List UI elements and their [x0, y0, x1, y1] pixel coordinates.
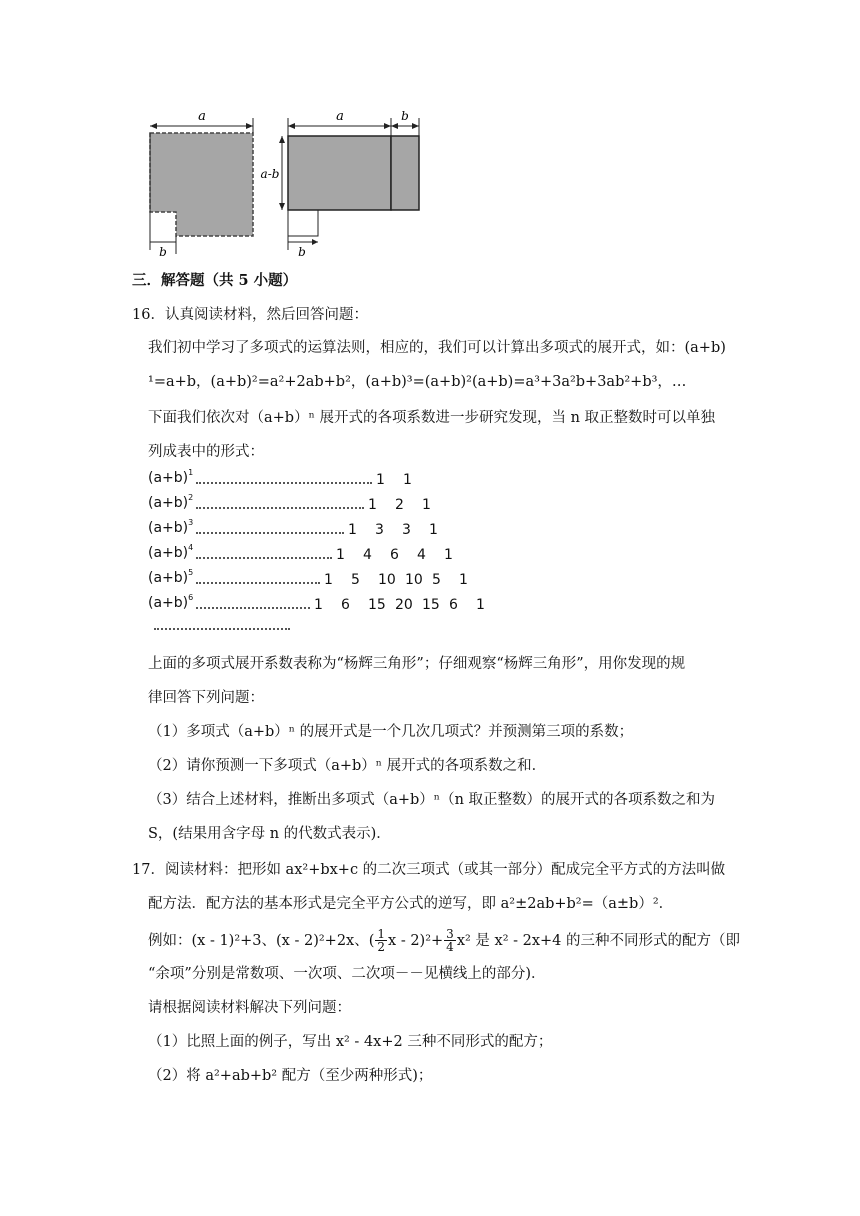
coefficient: 6 — [390, 547, 399, 563]
q17-sub1: （1）比照上面的例子，写出 x² - 4x+2 三种不同形式的配方； — [148, 1034, 553, 1050]
fraction-one-half — [375, 928, 387, 953]
fraction-numerator: 1 — [377, 927, 386, 941]
q16-p6: 律回答下列问题： — [148, 690, 264, 706]
triangle-row — [144, 495, 524, 515]
coefficient: 4 — [417, 547, 426, 563]
triangle-row-label — [148, 520, 193, 536]
dotted-leader — [196, 557, 332, 559]
trailing-dotted-line — [154, 628, 290, 630]
area-diagram — [140, 100, 440, 260]
dotted-leader — [196, 532, 344, 534]
q17-p3-part2: x - 2)²+ — [388, 932, 444, 949]
coefficient: 1 — [324, 572, 333, 588]
q17-sub2: （2）将 a²+ab+b² 配方（至少两种形式)； — [148, 1068, 433, 1084]
row-label-base: (a+b) — [148, 545, 189, 561]
coefficient: 3 — [402, 522, 411, 538]
triangle-row — [144, 570, 524, 590]
fraction-denominator: 4 — [446, 940, 454, 954]
coefficient: 1 — [376, 472, 385, 488]
q16-p1: 我们初中学习了多项式的运算法则，相应的，我们可以计算出多项式的展开式，如：(a+b) — [148, 340, 726, 356]
coefficient: 15 — [368, 597, 386, 613]
coefficient: 1 — [403, 472, 412, 488]
q16-p3: 下面我们依次对（a+b）ⁿ 展开式的各项系数进一步研究发现，当 n 取正整数时可以单独 — [148, 410, 716, 426]
coefficient: 3 — [375, 522, 384, 538]
triangle-row-label — [148, 470, 193, 486]
fraction-numerator: 3 — [446, 927, 454, 941]
row-label-base: (a+b) — [148, 520, 189, 536]
yanghui-triangle — [144, 470, 524, 640]
coefficient: 1 — [368, 497, 377, 513]
triangle-row — [144, 545, 524, 565]
left-figure — [150, 118, 253, 254]
triangle-row — [144, 520, 524, 540]
row-label-base: (a+b) — [148, 495, 189, 511]
row-label-exponent: 2 — [188, 493, 194, 502]
q17-p2: 配方法．配方法的基本形式是完全平方公式的逆写，即 a²±2ab+b²=（a±b）²． — [148, 896, 674, 912]
coefficient: 6 — [449, 597, 458, 613]
coefficient: 5 — [432, 572, 441, 588]
q16-p4: 列成表中的形式： — [148, 444, 264, 460]
row-label-exponent: 1 — [188, 468, 194, 477]
coefficient: 1 — [348, 522, 357, 538]
q16-p5: 上面的多项式展开系数表称为“杨辉三角形”；仔细观察“杨辉三角形”，用你发现的规 — [148, 656, 686, 672]
row-label-base: (a+b) — [148, 470, 189, 486]
q16-sub1: （1）多项式（a+b）ⁿ 的展开式是一个几次几项式？并预测第三项的系数； — [148, 724, 634, 740]
coefficient: 1 — [336, 547, 345, 563]
section-title: 三．解答题（共 5 小题） — [132, 272, 298, 289]
right-figure — [279, 118, 419, 250]
q16-sub3-cont: S，(结果用含字母 n 的代数式表示)． — [148, 826, 391, 842]
q17-p3 — [148, 928, 740, 953]
coefficient: 1 — [459, 572, 468, 588]
dotted-leader — [196, 607, 310, 609]
coefficient: 1 — [444, 547, 453, 563]
q16-intro: 16．认真阅读材料，然后回答问题： — [132, 307, 368, 323]
row-label-exponent: 3 — [188, 518, 194, 527]
q16-sub3: （3）结合上述材料，推断出多项式（a+b）ⁿ（n 取正整数）的展开式的各项系数之和为 — [148, 792, 716, 808]
dotted-leader — [196, 582, 320, 584]
q17-p3-part3: x² 是 x² - 2x+4 的三种不同形式的配方（即 — [456, 932, 741, 949]
coefficient: 1 — [429, 522, 438, 538]
left-label-a: a — [198, 109, 206, 124]
right-label-a-minus-b: a-b — [260, 167, 280, 181]
q17-p1: 17．阅读材料：把形如 ax²+bx+c 的二次三项式（或其一部分）配成完全平方式的方法叫做 — [132, 862, 726, 878]
row-label-base: (a+b) — [148, 595, 189, 611]
triangle-row-label — [148, 570, 193, 586]
right-label-b-bottom: b — [298, 245, 306, 259]
coefficient: 20 — [395, 597, 413, 613]
coefficient: 5 — [351, 572, 360, 588]
row-label-exponent: 4 — [188, 543, 194, 552]
triangle-row-label — [148, 595, 193, 611]
row-label-base: (a+b) — [148, 570, 189, 586]
triangle-row — [144, 470, 524, 490]
coefficient: 4 — [363, 547, 372, 563]
triangle-row — [144, 595, 524, 615]
q16-sub2: （2）请你预测一下多项式（a+b）ⁿ 展开式的各项系数之和． — [148, 758, 547, 774]
triangle-row-label — [148, 545, 193, 561]
coefficient: 1 — [476, 597, 485, 613]
right-label-a: a — [336, 109, 344, 124]
fraction-denominator: 2 — [377, 940, 386, 954]
coefficient: 15 — [422, 597, 440, 613]
coefficient: 1 — [422, 497, 431, 513]
coefficient: 6 — [341, 597, 350, 613]
left-label-b: b — [159, 245, 167, 259]
coefficient: 2 — [395, 497, 404, 513]
row-label-exponent: 5 — [188, 568, 194, 577]
q16-p2: ¹=a+b，(a+b)²=a²+2ab+b²，(a+b)³=(a+b)²(a+b)=a³+3a²b+3ab²+b³，… — [148, 374, 687, 390]
coefficient: 10 — [378, 572, 396, 588]
q17-p4: “余项”分别是常数项、一次项、二次项－－见横线上的部分)． — [148, 966, 546, 982]
row-label-exponent: 6 — [188, 593, 194, 602]
dotted-leader — [196, 482, 372, 484]
coefficient: 10 — [405, 572, 423, 588]
right-label-b: b — [401, 109, 409, 123]
triangle-row-label — [148, 495, 193, 511]
q17-p5: 请根据阅读材料解决下列问题： — [148, 1000, 351, 1016]
q17-p3-part1: 例如：(x - 1)²+3、(x - 2)²+2x、( — [148, 932, 375, 949]
fraction-three-quarters — [444, 928, 456, 953]
coefficient: 1 — [314, 597, 323, 613]
dotted-leader — [196, 507, 364, 509]
